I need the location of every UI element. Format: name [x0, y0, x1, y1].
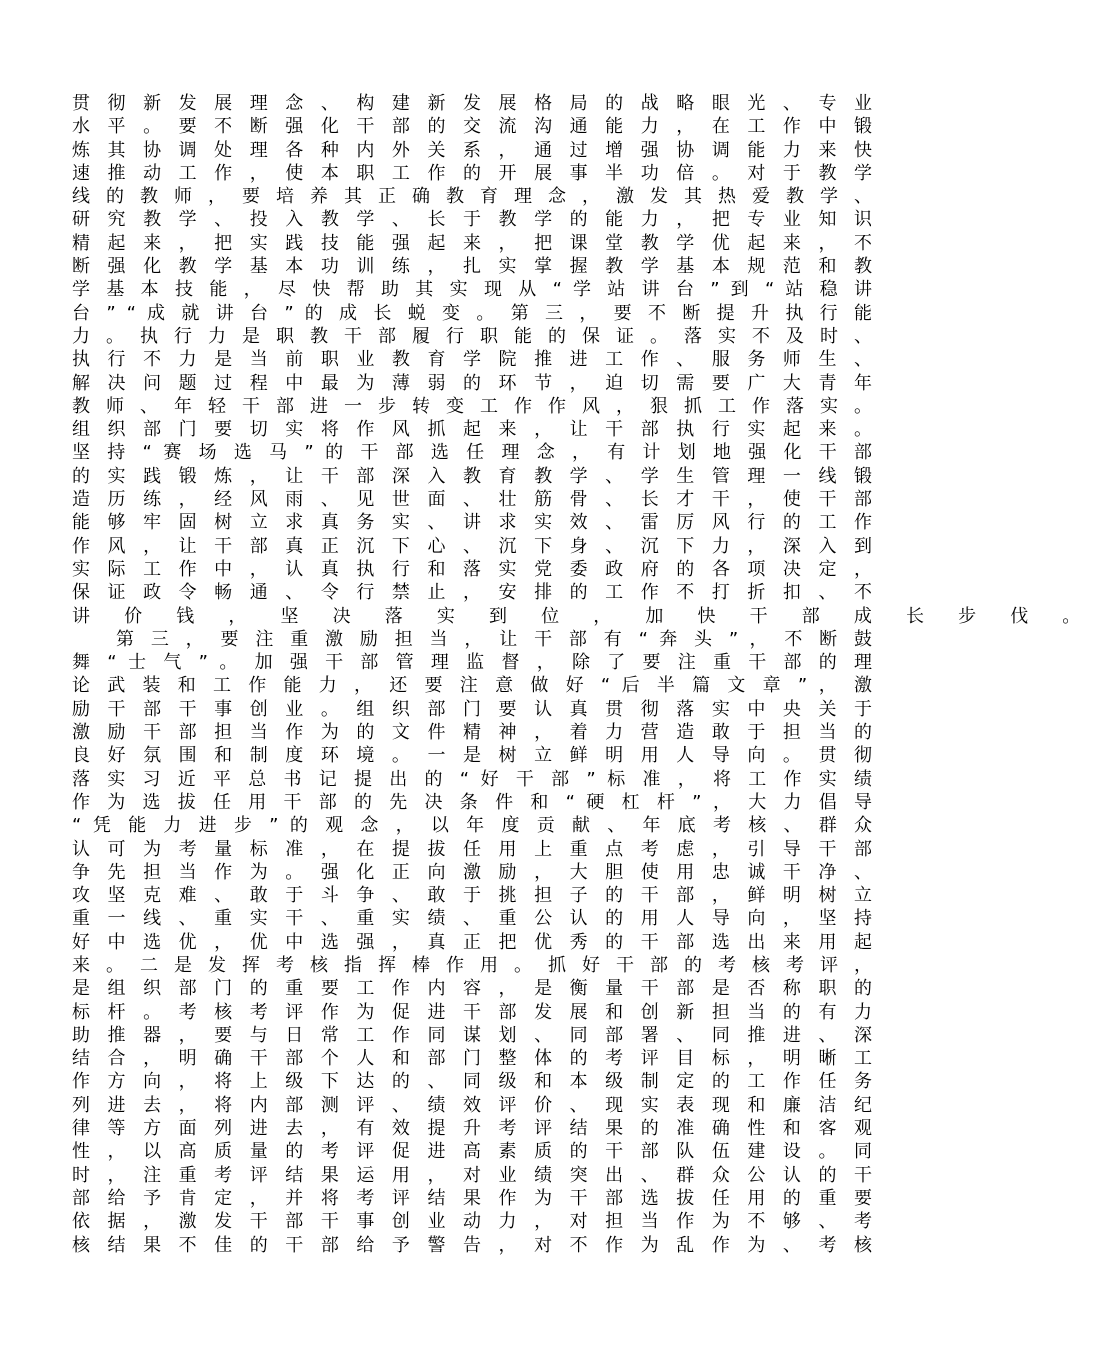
text-line: 标 杆 。 考 核 考 评 作 为 促 进 干 部 发 展 和 创 新 担 当 的 有 力: [72, 1001, 872, 1023]
text-line: 精 起 来 ， 把 实 践 技 能 强 起 来 ， 把 课 堂 教 学 优 起 来 ， 不: [72, 232, 872, 254]
text-line: 部 给 予 肯 定 ， 并 将 考 评 结 果 作 为 干 部 选 拔 任 用 的 重 要: [72, 1187, 872, 1209]
text-line: 律 等 方 面 列 进 去 ， 有 效 提 升 考 评 结 果 的 准 确 性 和 客 观: [72, 1118, 872, 1140]
text-line: 研 究 教 学 、 投 入 教 学 、 长 于 教 学 的 能 力 ， 把 专 业 知 识: [72, 209, 872, 231]
text-line: 水 平 。 要 不 断 强 化 干 部 的 交 流 沟 通 能 力 ， 在 工 作 中 锻: [72, 116, 872, 138]
text-line: 执 行 不 力 是 当 前 职 业 教 育 学 院 推 进 工 作 、 服 务 师 生 、: [72, 349, 872, 371]
text-line: 争 先 担 当 作 为 。 强 化 正 向 激 励 ， 大 胆 使 用 忠 诚 干 净 、: [72, 861, 872, 883]
text-line: 实 际 工 作 中 ， 认 真 执 行 和 落 实 党 委 政 府 的 各 项 决 定 ，: [72, 558, 872, 580]
text-line: 造 历 练 ， 经 风 雨 、 见 世 面 、 壮 筋 骨 、 长 才 干 ， 使 干 部: [72, 489, 872, 511]
text-line: 攻 坚 克 难 、 敢 于 斗 争 、 敢 于 挑 担 子 的 干 部 ， 鲜 明 树 立: [72, 885, 872, 907]
paragraph-end-line: 讲 价 钱 ， 坚 决 落 实 到 位 ， 加 快 干 部 成 长 步 伐 。: [72, 605, 1095, 627]
text-line: 论 武 装 和 工 作 能 力 ， 还 要 注 意 做 好 “ 后 半 篇 文 章 ” ， 激: [72, 675, 872, 697]
text-line: 是 组 织 部 门 的 重 要 工 作 内 容 ， 是 衡 量 干 部 是 否 称 职 的: [72, 978, 872, 1000]
text-line: 性 ， 以 高 质 量 的 考 评 促 进 高 素 质 的 干 部 队 伍 建 设 。 同: [72, 1141, 872, 1163]
text-line: 舞 “ 士 气 ” 。 加 强 干 部 管 理 监 督 ， 除 了 要 注 重 干 部 的 理: [72, 652, 872, 674]
text-line: 良 好 氛 围 和 制 度 环 境 。 一 是 树 立 鲜 明 用 人 导 向 。 贯 彻: [72, 745, 872, 767]
text-line: 炼 其 协 调 处 理 各 种 内 外 关 系 ， 通 过 增 强 协 调 能 力 来 快: [72, 139, 872, 161]
text-line: 助 推 器 ， 要 与 日 常 工 作 同 谋 划 、 同 部 署 、 同 推 进 、 深: [72, 1024, 872, 1046]
text-line: 能 够 牢 固 树 立 求 真 务 实 、 讲 求 实 效 、 雷 厉 风 行 的 工 作: [72, 512, 872, 534]
text-line: 的 实 践 锻 炼 ， 让 干 部 深 入 教 育 教 学 、 学 生 管 理 一 线 锻: [72, 465, 872, 487]
text-line: “ 凭 能 力 进 步 ” 的 观 念 ， 以 年 度 贡 献 、 年 底 考 核 、 群 众: [72, 815, 872, 837]
text-line: 激 励 干 部 担 当 作 为 的 文 件 精 神 ， 着 力 营 造 敢 于 担 当 的: [72, 722, 872, 744]
text-line: 核 结 果 不 佳 的 干 部 给 予 警 告 ， 对 不 作 为 乱 作 为 、 考 核: [72, 1234, 872, 1256]
text-line: 作 风 ， 让 干 部 真 正 沉 下 心 、 沉 下 身 、 沉 下 力 ， 深 入 到: [72, 535, 872, 557]
text-line: 组 织 部 门 要 切 实 将 作 风 抓 起 来 ， 让 干 部 执 行 实 起 来 。: [72, 419, 872, 441]
text-line: 学 基 本 技 能 ， 尽 快 帮 助 其 实 现 从 “ 学 站 讲 台 ” 到 “ 站 稳 讲: [72, 279, 872, 301]
text-line: 解 决 问 题 过 程 中 最 为 薄 弱 的 环 节 ， 迫 切 需 要 广 大 青 年: [72, 372, 872, 394]
text-line: 来 。 二 是 发 挥 考 核 指 挥 棒 作 用 。 抓 好 干 部 的 考 核 考 评 ，: [72, 954, 872, 976]
text-line: 坚 持 “ 赛 场 选 马 ” 的 干 部 选 任 理 念 ， 有 计 划 地 强 化 干 部: [72, 442, 872, 464]
paragraph-start-line: 第 三 ， 要 注 重 激 励 担 当 ， 让 干 部 有 “ 奔 头 ” ， 不 断 鼓: [116, 628, 872, 650]
text-line: 结 合 ， 明 确 干 部 个 人 和 部 门 整 体 的 考 评 目 标 ， 明 晰 工: [72, 1048, 872, 1070]
text-line: 落 实 习 近 平 总 书 记 提 出 的 “ 好 干 部 ” 标 准 ， 将 工 作 实 绩: [72, 768, 872, 790]
text-line: 励 干 部 干 事 创 业 。 组 织 部 门 要 认 真 贯 彻 落 实 中 央 关 于: [72, 698, 872, 720]
text-line: 作 为 选 拔 任 用 干 部 的 先 决 条 件 和 “ 硬 杠 杆 ” ， 大 力 倡 导: [72, 791, 872, 813]
text-line: 好 中 选 优 ， 优 中 选 强 ， 真 正 把 优 秀 的 干 部 选 出 来 用 起: [72, 931, 872, 953]
text-line: 认 可 为 考 量 标 准 ， 在 提 拔 任 用 上 重 点 考 虑 ， 引 导 干 部: [72, 838, 872, 860]
text-line: 台 ” “ 成 就 讲 台 ” 的 成 长 蜕 变 。 第 三 ， 要 不 断 提 升 执 行 能: [72, 302, 872, 324]
text-line: 重 一 线 、 重 实 干 、 重 实 绩 、 重 公 认 的 用 人 导 向 ， 坚 持: [72, 908, 872, 930]
text-line: 贯 彻 新 发 展 理 念 、 构 建 新 发 展 格 局 的 战 略 眼 光 、 专 业: [72, 93, 872, 114]
text-line: 教 师 、 年 轻 干 部 进 一 步 转 变 工 作 作 风 ， 狠 抓 工 作 落 实 。: [72, 395, 872, 417]
text-line: 速 推 动 工 作 ， 使 本 职 工 作 的 开 展 事 半 功 倍 。 对 于 教 学: [72, 162, 872, 184]
text-line: 线 的 教 师 ， 要 培 养 其 正 确 教 育 理 念 ， 激 发 其 热 爱 教 学 、: [72, 186, 872, 208]
text-line: 依 据 ， 激 发 干 部 干 事 创 业 动 力 ， 对 担 当 作 为 不 够 、 考: [72, 1211, 872, 1233]
text-line: 力 。 执 行 力 是 职 教 干 部 履 行 职 能 的 保 证 。 落 实 不 及 时 、: [72, 325, 872, 347]
text-line: 保 证 政 令 畅 通 、 令 行 禁 止 ， 安 排 的 工 作 不 打 折 扣 、 不: [72, 582, 872, 604]
body-text: [72, 92, 1095, 1257]
text-line: 时 ， 注 重 考 评 结 果 运 用 ， 对 业 绩 突 出 、 群 众 公 认 的 干: [72, 1164, 872, 1186]
text-line: 断 强 化 教 学 基 本 功 训 练 ， 扎 实 掌 握 教 学 基 本 规 范 和 教: [72, 256, 872, 278]
text-line: 作 方 向 ， 将 上 级 下 达 的 、 同 级 和 本 级 制 定 的 工 作 任 务: [72, 1071, 872, 1093]
text-line: 列 进 去 ， 将 内 部 测 评 、 绩 效 评 价 、 现 实 表 现 和 廉 洁 纪: [72, 1094, 872, 1116]
